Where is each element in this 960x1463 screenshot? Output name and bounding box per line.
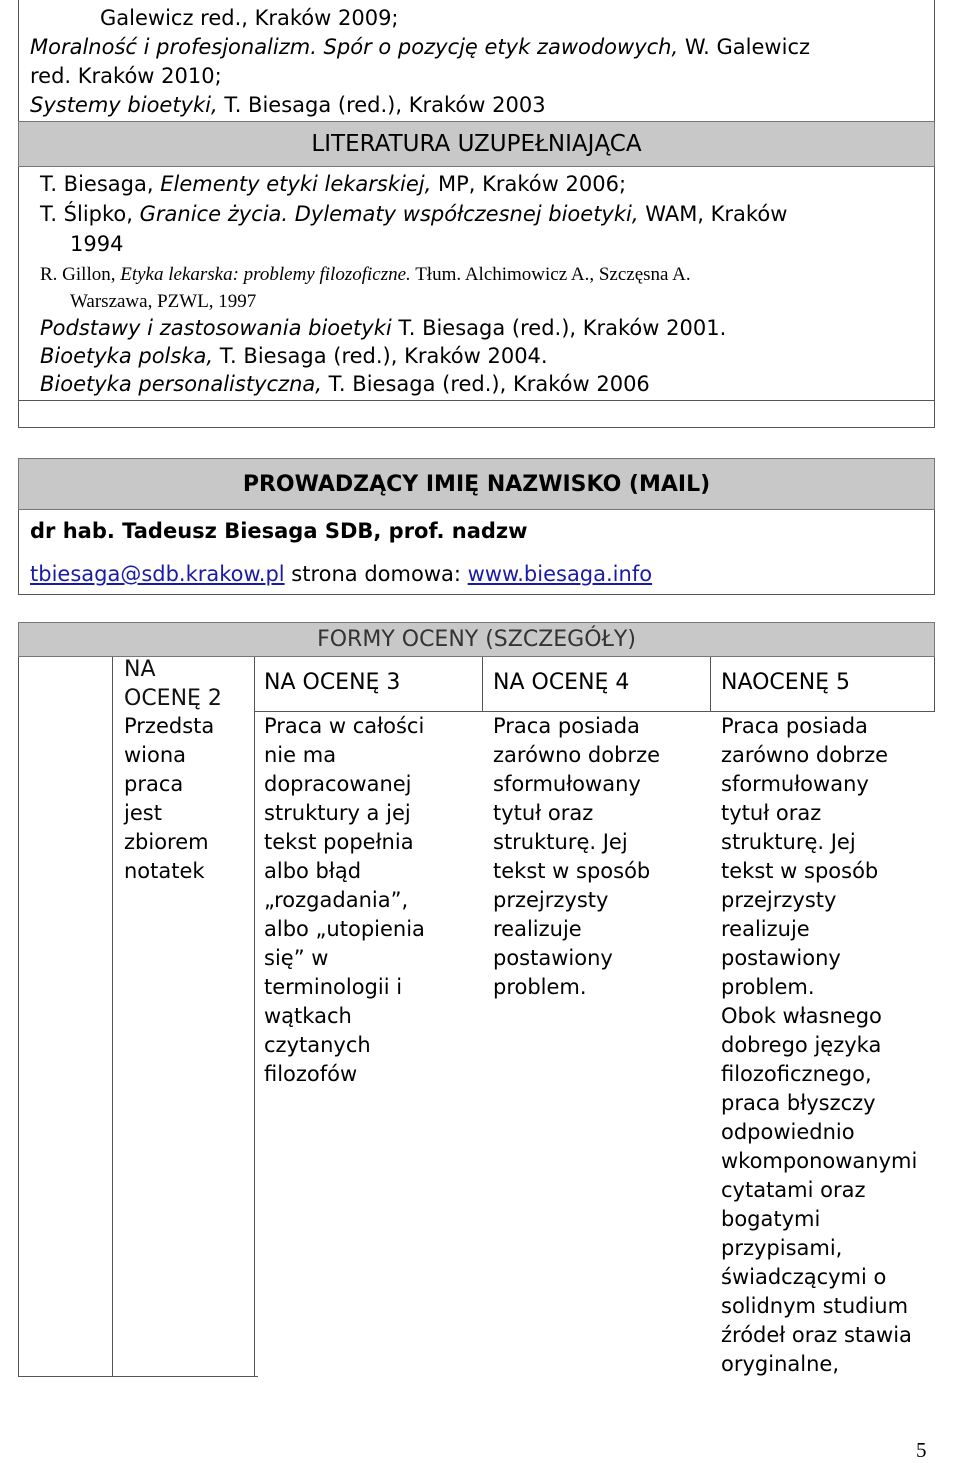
criteria-line: przejrzysty (493, 888, 609, 912)
lecturer-heading-band (18, 458, 935, 510)
grade-5-criteria (721, 712, 917, 1379)
supplementary-heading: LITERATURA UZUPEŁNIAJĄCA (311, 131, 642, 157)
criteria-line: terminologii i (264, 975, 403, 999)
homepage-link[interactable]: www.biesaga.info (467, 562, 653, 586)
criteria-line: dopracowanej (264, 772, 412, 796)
grade-4-criteria (493, 712, 660, 1002)
criteria-line: postawiony (493, 946, 613, 970)
frame-bottom (18, 427, 935, 428)
col-sep-1 (112, 657, 113, 1377)
extra-entry-2-year: 1994 (70, 232, 124, 256)
grading-frame-left (18, 622, 19, 1377)
lit-line-4: Systemy bioetyki, T. Biesaga (red.), Kraków 2003 (30, 93, 546, 117)
criteria-line: albo błąd (264, 859, 362, 883)
criteria-line: struktury a jej (264, 801, 411, 825)
extra-entry-5: Bioetyka polska, T. Biesaga (red.), Kraków 2004. (40, 344, 548, 368)
criteria-line: tekst popełnia (264, 830, 414, 854)
criteria-line: Przedsta (124, 714, 215, 738)
criteria-line: tekst w sposób (721, 859, 879, 883)
criteria-line: Praca w całości (264, 714, 425, 738)
criteria-line: jest (124, 801, 162, 825)
criteria-line: cytatami oraz (721, 1178, 866, 1202)
extra-entry-3: R. Gillon, Etyka lekarska: problemy filozoficzne. Tłum. Alchimowicz A., Szczęsna A. (40, 264, 691, 285)
lecturer-name: dr hab. Tadeusz Biesaga SDB, prof. nadzw (30, 519, 528, 543)
email-link[interactable]: tbiesaga@sdb.krakow.pl (30, 562, 285, 586)
criteria-line: przypisami, (721, 1236, 843, 1260)
lecturer-contact (30, 560, 652, 589)
criteria-line: bogatymi (721, 1207, 821, 1231)
criteria-line: nie ma (264, 743, 337, 767)
grading-heading-band (18, 622, 935, 657)
criteria-line: tytuł oraz (493, 801, 594, 825)
home-label: strona domowa: (284, 562, 468, 586)
criteria-line: źródeł oraz stawia (721, 1323, 912, 1347)
criteria-line: tytuł oraz (721, 801, 822, 825)
criteria-line: zarówno dobrze (493, 743, 661, 767)
criteria-line: notatek (124, 859, 205, 883)
criteria-line: filozoficznego, (721, 1062, 872, 1086)
criteria-line: sformułowany (493, 772, 641, 796)
criteria-line: czytanych (264, 1033, 371, 1057)
criteria-line: wiona (124, 743, 187, 767)
lit-line-3: red. Kraków 2010; (30, 64, 222, 88)
grade-2-criteria (124, 712, 214, 886)
grading-frame-bottom-left (18, 1376, 258, 1377)
criteria-line: wątkach (264, 1004, 352, 1028)
lecturer-heading: PROWADZĄCY IMIĘ NAZWISKO (MAIL) (242, 472, 711, 497)
criteria-line: zbiorem (124, 830, 209, 854)
col-sep-3 (482, 657, 483, 712)
extra-entry-1: T. Biesaga, Elementy etyki lekarskiej, MP, Kraków 2006; (40, 172, 627, 196)
grade-4-header: NA OCENĘ 4 (493, 670, 630, 695)
frame-divider (18, 400, 935, 401)
criteria-line: świadczącymi o (721, 1265, 887, 1289)
extra-entry-2: T. Ślipko, Granice życia. Dylematy współczesnej bioetyki, WAM, Kraków (40, 202, 788, 226)
lit-line-2: Moralność i profesjonalizm. Spór o pozycję etyk zawodowych, W. Galewicz (30, 35, 811, 59)
criteria-line: dobrego języka (721, 1033, 882, 1057)
criteria-line: praca błyszczy (721, 1091, 876, 1115)
frame-right (934, 0, 935, 428)
criteria-line: praca (124, 772, 184, 796)
criteria-line: wkomponowanymi (721, 1149, 918, 1173)
criteria-line: solidnym studium (721, 1294, 909, 1318)
criteria-line: się” w (264, 946, 329, 970)
criteria-line: Praca posiada (721, 714, 868, 738)
supplementary-heading-band (18, 121, 935, 167)
criteria-line: realizuje (721, 917, 810, 941)
criteria-line: Obok własnego (721, 1004, 882, 1028)
criteria-line: sformułowany (721, 772, 869, 796)
extra-entry-6: Bioetyka personalistyczna, T. Biesaga (red.), Kraków 2006 (40, 372, 650, 396)
col-sep-2 (254, 657, 255, 1377)
grading-heading: FORMY OCENY (SZCZEGÓŁY) (317, 627, 636, 652)
col-sep-4 (710, 657, 711, 712)
criteria-line: strukturę. Jej (493, 830, 628, 854)
criteria-line: oryginalne, (721, 1352, 839, 1376)
criteria-line: tekst w sposób (493, 859, 651, 883)
grade-5-header: NAOCENĘ 5 (721, 670, 851, 695)
criteria-line: filozofów (264, 1062, 358, 1086)
criteria-line: problem. (721, 975, 815, 999)
criteria-line: realizuje (493, 917, 582, 941)
criteria-line: „rozgadania”, (264, 888, 409, 912)
criteria-line: Praca posiada (493, 714, 640, 738)
criteria-line: albo „utopienia (264, 917, 425, 941)
criteria-line: strukturę. Jej (721, 830, 856, 854)
frame-left (18, 0, 19, 428)
grade-3-header: NA OCENĘ 3 (264, 670, 401, 695)
lit-line-1: Galewicz red., Kraków 2009; (100, 6, 399, 30)
criteria-line: przejrzysty (721, 888, 837, 912)
grade-2-header: NA OCENĘ 2 (124, 657, 222, 711)
grade-3-criteria (264, 712, 425, 1089)
extra-entry-3-publisher: Warszawa, PZWL, 1997 (70, 291, 257, 312)
lecturer-frame-bottom (18, 594, 935, 595)
criteria-line: postawiony (721, 946, 841, 970)
criteria-line: odpowiednio (721, 1120, 855, 1144)
extra-entry-4: Podstawy i zastosowania bioetyki T. Biesaga (red.), Kraków 2001. (40, 316, 727, 340)
criteria-line: problem. (493, 975, 587, 999)
page-number: 5 (916, 1438, 927, 1462)
criteria-line: zarówno dobrze (721, 743, 889, 767)
